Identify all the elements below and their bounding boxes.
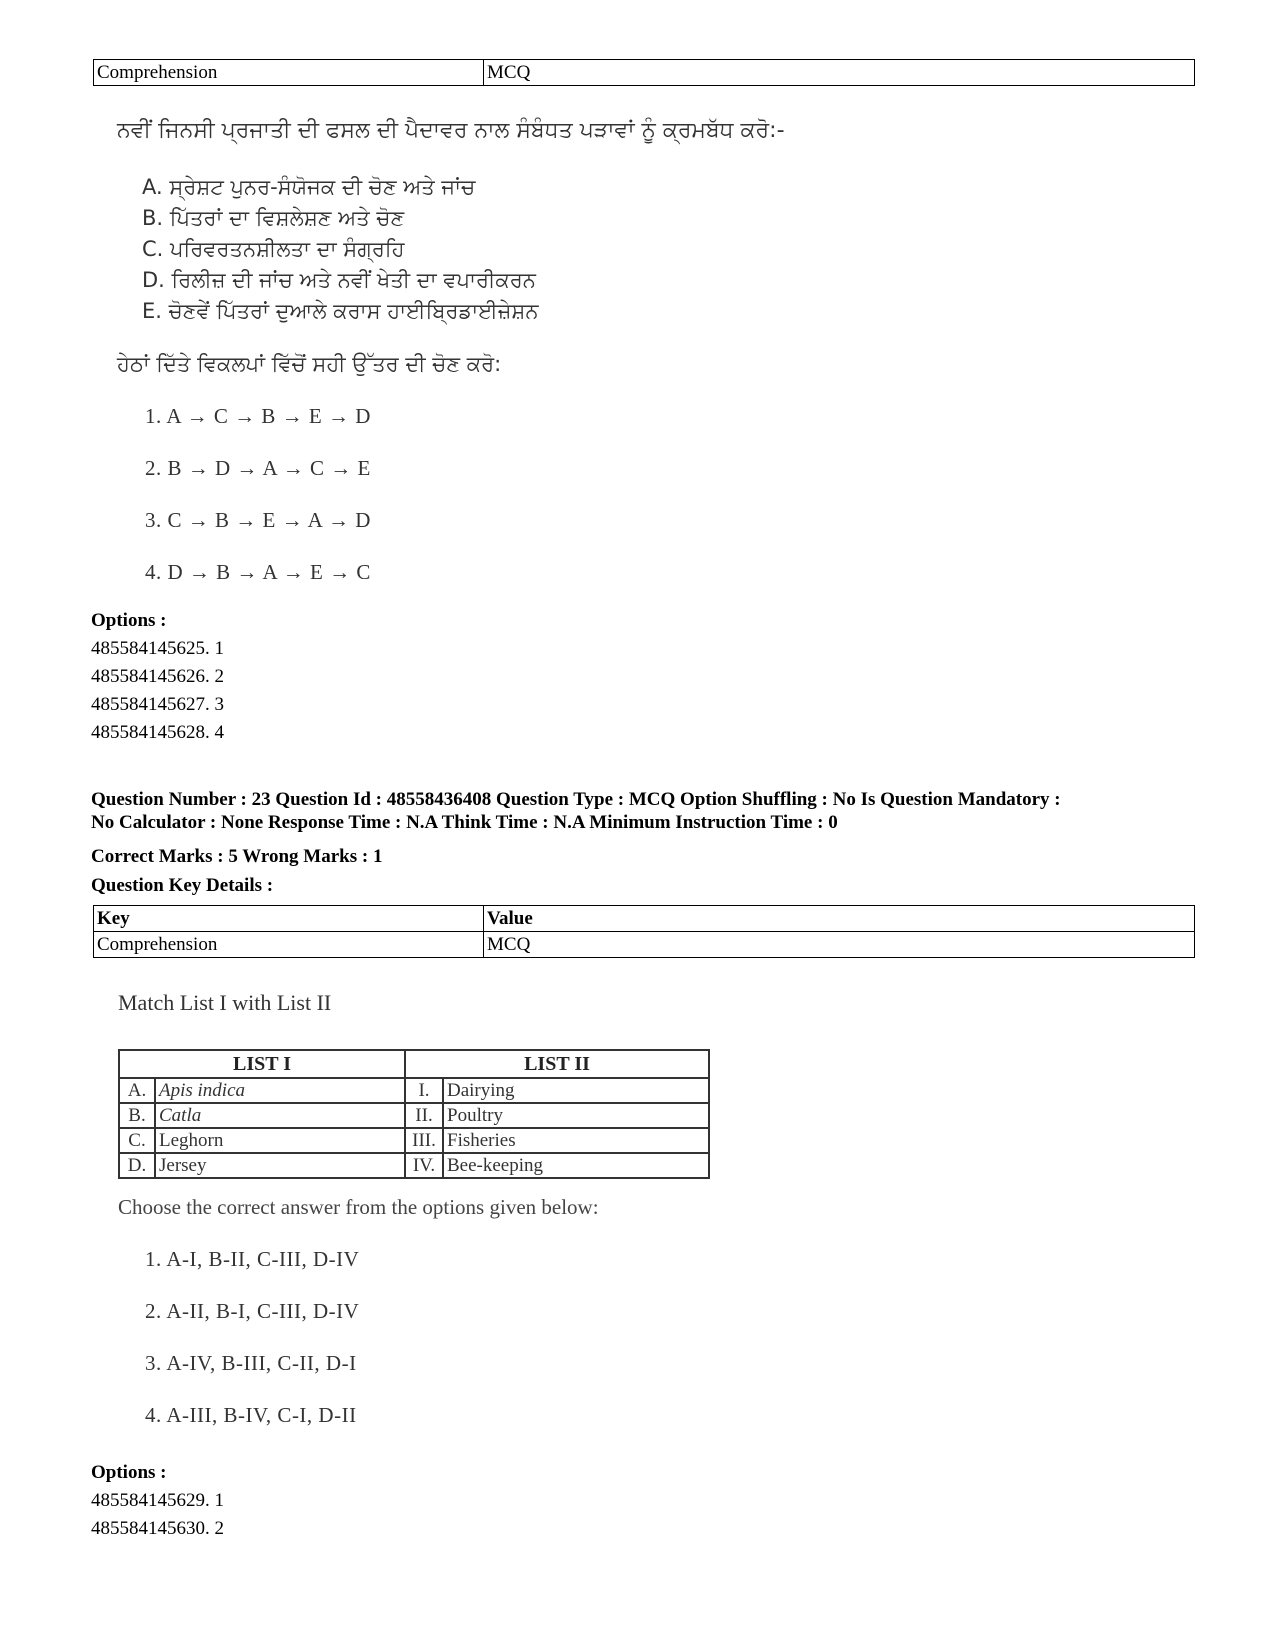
q23-header-line2: No Calculator : None Response Time : N.A Think Time : N.A Minimum Instruction Time : 0 [91,812,838,833]
table-cell-value: MCQ [484,60,1195,86]
list-ii-numeral: III. [405,1128,443,1153]
q22-instruction: ਹੇਠਾਂ ਦਿੱਤੇ ਵਿਕਲਪਾਂ ਵਿੱਚੋਂ ਸਹੀ ਉੱਤਰ ਦੀ ਚੋਣ ਕਰੋ: [117,352,502,376]
option-item: 485584145627. 3 [91,694,224,715]
table-row [94,932,1195,958]
list-ii-numeral: II. [405,1103,443,1128]
table-row [94,906,1195,932]
table-row [119,1103,709,1128]
q23-choice: 4. A-III, B-IV, C-I, D-II [145,1403,357,1427]
q23-options [91,1487,224,1543]
list-ii-item: Fisheries [443,1128,709,1153]
option-item: 485584145629. 1 [91,1490,224,1511]
list-ii-item: Dairying [443,1078,709,1103]
table-row [119,1050,709,1078]
q22-choice: 2. B → D → A → C → E [145,456,371,480]
q23-choice: 1. A-I, B-II, C-III, D-IV [145,1247,360,1271]
top-key-table [93,59,1195,86]
table-row [94,60,1195,86]
q22-choice: 1. A → C → B → E → D [145,404,371,428]
q22-question-image [117,118,785,143]
q22-choice: 3. C → B → E → A → D [145,508,371,532]
option-item: 485584145625. 1 [91,638,224,659]
q23-choice: 3. A-IV, B-III, C-II, D-I [145,1351,357,1375]
table-header-key: Key [94,906,484,932]
list-ii-item: Bee-keeping [443,1153,709,1178]
table-row [119,1078,709,1103]
table-cell-key: Comprehension [94,932,484,958]
q23-key-details-label: Question Key Details : [91,875,274,896]
option-item: 485584145626. 2 [91,666,224,687]
table-cell-key: Comprehension [94,60,484,86]
option-item: 485584145630. 2 [91,1518,224,1539]
list-item: D. ਰਿਲੀਜ਼ ਦੀ ਜਾਂਚ ਅਤੇ ਨਵੀਂ ਖੇਤੀ ਦਾ ਵਪਾਰੀਕਰਨ [142,268,536,292]
q23-instruction: Choose the correct answer from the options given below: [118,1195,599,1219]
list-i-letter: B. [119,1103,155,1128]
list-item: E. ਚੋਣਵੇਂ ਪਿੱਤਰਾਂ ਦੁਆਲੇ ਕਰਾਸ ਹਾਈਬ੍ਰਿਡਾਈਜ਼ੇਸ਼ਨ [142,299,539,323]
list-ii-header: LIST II [405,1050,709,1078]
table-row [119,1153,709,1178]
list-i-item: Jersey [155,1153,405,1178]
match-list-table [118,1049,710,1179]
q23-header [91,786,1201,837]
list-ii-item: Poultry [443,1103,709,1128]
list-i-item: Apis indica [155,1078,405,1103]
q22-options [91,635,224,747]
q23-choice: 2. A-II, B-I, C-III, D-IV [145,1299,360,1323]
q22-options-label: Options : [91,610,167,631]
q23-marks: Correct Marks : 5 Wrong Marks : 1 [91,846,383,867]
q22-question-text: ਨਵੀਂ ਜਿਨਸੀ ਪ੍ਰਜਾਤੀ ਦੀ ਫਸਲ ਦੀ ਪੈਦਾਵਰ ਨਾਲ ਸੰਬੰਧਤ ਪੜਾਵਾਂ ਨੂੰ ਕ੍ਰਮਬੱਧ ਕਰੋ:- [117,118,785,143]
table-header-value: Value [484,906,1195,932]
list-i-item: Leghorn [155,1128,405,1153]
list-i-header: LIST I [119,1050,405,1078]
q22-choice: 4. D → B → A → E → C [145,560,371,584]
q23-question-text: Match List I with List II [118,990,332,1015]
list-item: B. ਪਿੱਤਰਾਂ ਦਾ ਵਿਸ਼ਲੇਸ਼ਣ ਅਤੇ ਚੋਣ [142,206,405,230]
list-i-letter: C. [119,1128,155,1153]
list-ii-numeral: IV. [405,1153,443,1178]
table-cell-value: MCQ [484,932,1195,958]
q23-options-label: Options : [91,1462,167,1483]
q22-item-list [142,172,539,327]
table-row [119,1128,709,1153]
list-i-item: Catla [155,1103,405,1128]
q23-header-line1: Question Number : 23 Question Id : 48558436408 Question Type : MCQ Option Shuffling : No Is Question Mandatory : [91,789,1061,810]
list-item: C. ਪਰਿਵਰਤਨਸ਼ੀਲਤਾ ਦਾ ਸੰਗ੍ਰਹਿ [142,237,405,261]
list-i-letter: D. [119,1153,155,1178]
q23-key-table [93,905,1195,958]
option-item: 485584145628. 4 [91,722,224,743]
list-item: A. ਸ੍ਰੇਸ਼ਟ ਪੁਨਰ-ਸੰਯੋਜਕ ਦੀ ਚੋਣ ਅਤੇ ਜਾਂਚ [142,175,476,199]
list-ii-numeral: I. [405,1078,443,1103]
list-i-letter: A. [119,1078,155,1103]
